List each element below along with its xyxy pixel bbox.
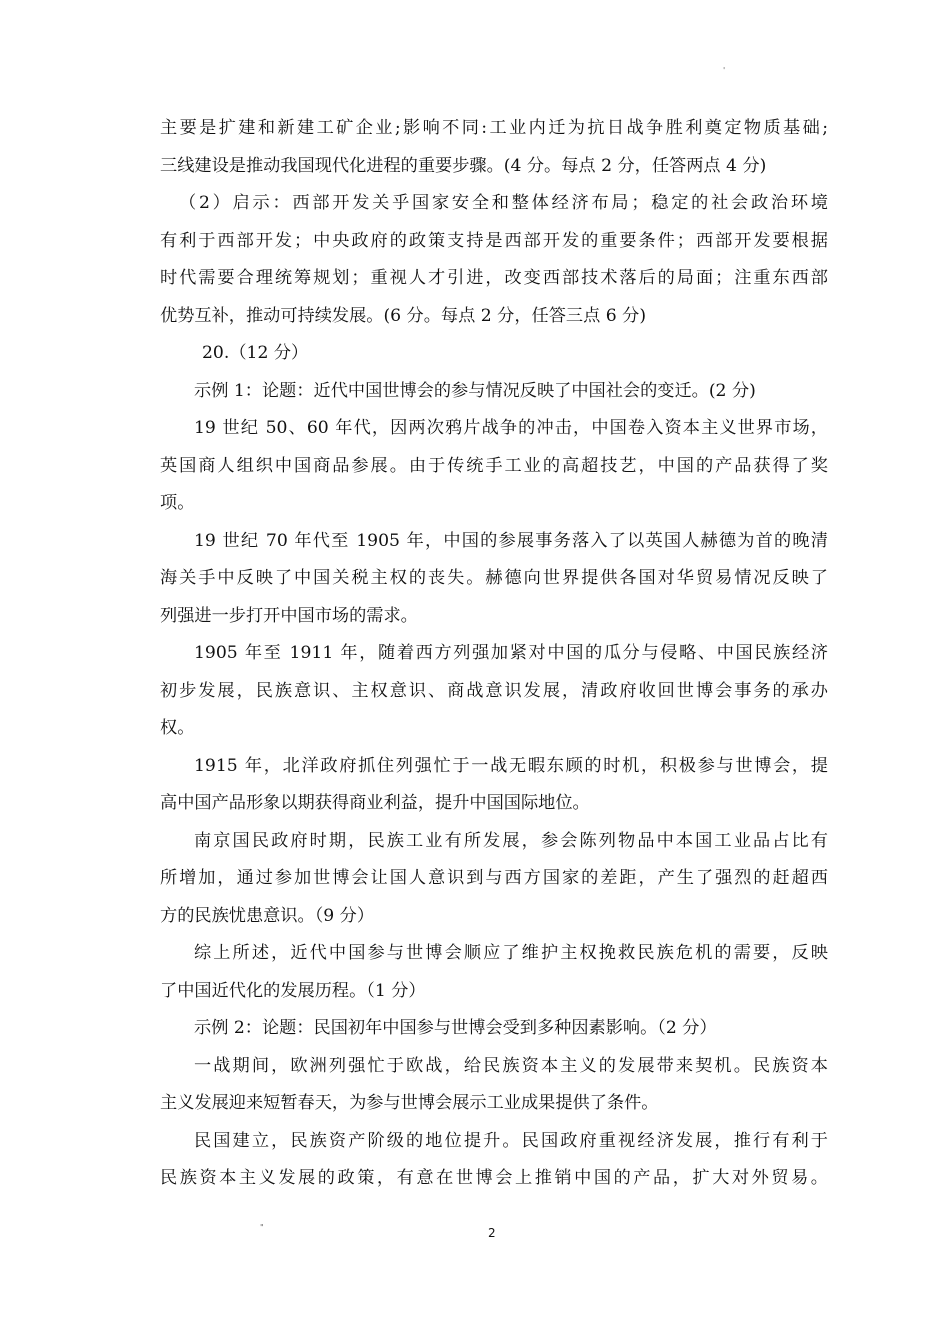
text-line: 优势互补，推动可持续发展。(6 分。每点 2 分，任答三点 6 分) (160, 305, 647, 326)
text-line: 初步发展，民族意识、主权意识、商战意识发展，清政府收回世博会事务的承办 (160, 680, 828, 701)
bottom-mark: " (260, 1223, 264, 1232)
text-line: 了中国近代化的发展历程。（1 分） (160, 980, 426, 1001)
text-line: 示例 2：论题：民国初年中国参与世博会受到多种因素影响。（2 分） (194, 1018, 717, 1038)
text-line: 主要是扩建和新建工矿企业;影响不同:工业内迁为抗日战争胜利奠定物质基础; (160, 118, 828, 138)
text-line: （2）启示：西部开发关乎国家安全和整体经济布局；稳定的社会政治环境 (179, 193, 828, 213)
text-line: 1915 年，北洋政府抓住列强忙于一战无暇东顾的时机，积极参与世博会，提 (194, 755, 828, 776)
text-line: 综上所述，近代中国参与世博会顺应了维护主权挽救民族危机的需要，反映 (194, 943, 828, 963)
text-line: 一战期间，欧洲列强忙于欧战，给民族资本主义的发展带来契机。民族资本 (194, 1055, 828, 1076)
text-line: 项。 (160, 493, 195, 513)
text-line: 南京国民政府时期，民族工业有所发展，参会陈列物品中本国工业品占比有 (194, 830, 828, 851)
text-line: 三线建设是推动我国现代化进程的重要步骤。(4 分。每点 2 分，任答两点 4 分) (160, 155, 767, 176)
text-line: 19 世纪 70 年代至 1905 年，中国的参展事务落入了以英国人赫德为首的晚清 (194, 530, 828, 551)
text-line: 示例 1：论题：近代中国世博会的参与情况反映了中国社会的变迁。(2 分) (194, 380, 756, 401)
text-line: 方的民族忧患意识。（9 分） (160, 905, 375, 926)
answer-text-body (160, 110, 828, 1198)
question-number: 20.（12 分） (202, 343, 309, 363)
text-line: 有利于西部开发；中央政府的政策支持是西部开发的重要条件；西部开发要根据 (160, 230, 828, 251)
text-line: 所增加，通过参加世博会让国人意识到与西方国家的差距，产生了强烈的赶超西 (160, 868, 828, 888)
text-line: 民国建立，民族资产阶级的地位提升。民国政府重视经济发展，推行有利于 (194, 1130, 828, 1151)
text-line: 主义发展迎来短暂春天，为参与世博会展示工业成果提供了条件。 (160, 1093, 659, 1113)
top-mark: ' (723, 66, 726, 75)
text-line: 时代需要合理统筹规划；重视人才引进，改变西部技术落后的局面；注重东西部 (160, 268, 828, 288)
text-line: 19 世纪 50、60 年代，因两次鸦片战争的冲击，中国卷入资本主义世界市场， (194, 418, 828, 438)
page-number: 2 (488, 1226, 496, 1240)
text-line: 英国商人组织中国商品参展。由于传统手工业的高超技艺，中国的产品获得了奖 (160, 455, 828, 476)
text-line: 高中国产品形象以期获得商业利益，提升中国国际地位。 (160, 793, 590, 813)
text-line: 1905 年至 1911 年，随着西方列强加紧对中国的瓜分与侵略、中国民族经济 (194, 643, 828, 663)
text-line: 列强进一步打开中国市场的需求。 (160, 605, 418, 626)
text-line: 权。 (160, 718, 195, 738)
text-line: 海关手中反映了中国关税主权的丧失。赫德向世界提供各国对华贸易情况反映了 (160, 568, 828, 588)
text-line: 民族资本主义发展的政策，有意在世博会上推销中国的产品，扩大对外贸易。 (160, 1168, 828, 1188)
